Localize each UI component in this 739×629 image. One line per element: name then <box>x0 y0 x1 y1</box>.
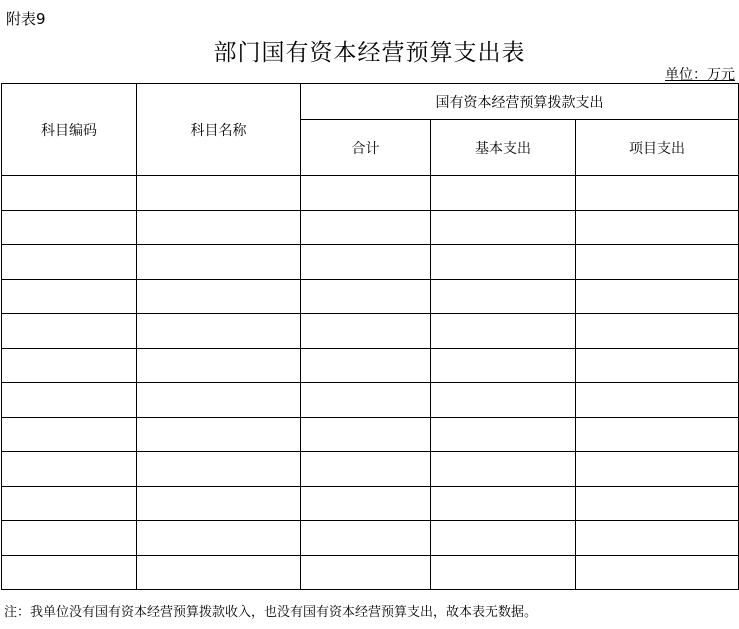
table-cell <box>137 452 301 487</box>
table-cell <box>576 383 739 418</box>
attachment-label: 附表9 <box>6 10 46 28</box>
table-cell <box>576 210 739 245</box>
table-cell <box>301 486 431 521</box>
table-cell <box>137 486 301 521</box>
table-body <box>2 176 739 590</box>
table-cell <box>2 210 137 245</box>
table-cell <box>431 521 576 556</box>
table-cell <box>431 245 576 280</box>
table-cell <box>576 314 739 349</box>
table-row <box>2 348 739 383</box>
table-cell <box>137 245 301 280</box>
header-subject-code: 科目编码 <box>2 84 137 176</box>
table-row <box>2 521 739 556</box>
table-cell <box>2 383 137 418</box>
table-cell <box>576 452 739 487</box>
table-cell <box>301 210 431 245</box>
table-cell <box>431 417 576 452</box>
table-row <box>2 314 739 349</box>
table-cell <box>431 383 576 418</box>
table-cell <box>2 555 137 590</box>
table-cell <box>2 176 137 211</box>
table-cell <box>431 176 576 211</box>
table-cell <box>137 210 301 245</box>
table-cell <box>576 521 739 556</box>
table-cell <box>301 555 431 590</box>
table-cell <box>301 521 431 556</box>
table-cell <box>2 314 137 349</box>
table-cell <box>137 521 301 556</box>
table-cell <box>2 417 137 452</box>
table-row <box>2 245 739 280</box>
table-cell <box>2 279 137 314</box>
unit-label: 单位：万元 <box>665 67 735 83</box>
table-cell <box>137 314 301 349</box>
expenditure-table <box>1 83 739 590</box>
table-cell <box>576 555 739 590</box>
table-cell <box>137 279 301 314</box>
table-cell <box>576 348 739 383</box>
table-row <box>2 383 739 418</box>
table-row <box>2 210 739 245</box>
header-total: 合计 <box>301 120 431 176</box>
table-cell <box>431 348 576 383</box>
table-cell <box>576 245 739 280</box>
table-cell <box>301 279 431 314</box>
table-row <box>2 452 739 487</box>
table-cell <box>431 452 576 487</box>
header-subject-name: 科目名称 <box>137 84 301 176</box>
table-cell <box>431 279 576 314</box>
table-row <box>2 417 739 452</box>
table-cell <box>576 486 739 521</box>
table-cell <box>137 348 301 383</box>
table-row <box>2 486 739 521</box>
table-cell <box>431 210 576 245</box>
table-cell <box>2 348 137 383</box>
table-cell <box>137 555 301 590</box>
table-cell <box>2 521 137 556</box>
footnote: 注：我单位没有国有资本经营预算拨款收入，也没有国有资本经营预算支出，故本表无数据。 <box>4 605 538 620</box>
table-cell <box>137 383 301 418</box>
table-cell <box>301 245 431 280</box>
table-cell <box>576 176 739 211</box>
table-cell <box>301 348 431 383</box>
header-basic-expenditure: 基本支出 <box>431 120 576 176</box>
table-cell <box>576 279 739 314</box>
table-row <box>2 176 739 211</box>
table-cell <box>431 314 576 349</box>
table-cell <box>2 486 137 521</box>
table-cell <box>301 176 431 211</box>
table-cell <box>137 176 301 211</box>
table-cell <box>431 486 576 521</box>
table-cell <box>301 383 431 418</box>
table-row <box>2 555 739 590</box>
table-cell <box>301 314 431 349</box>
page-title: 部门国有资本经营预算支出表 <box>213 40 526 66</box>
table-cell <box>431 555 576 590</box>
header-project-expenditure: 项目支出 <box>576 120 739 176</box>
table-cell <box>576 417 739 452</box>
table-cell <box>137 417 301 452</box>
table-row <box>2 279 739 314</box>
header-group-allocation: 国有资本经营预算拨款支出 <box>301 84 739 120</box>
table-cell <box>2 452 137 487</box>
table-cell <box>2 245 137 280</box>
table-cell <box>301 452 431 487</box>
table-cell <box>301 417 431 452</box>
